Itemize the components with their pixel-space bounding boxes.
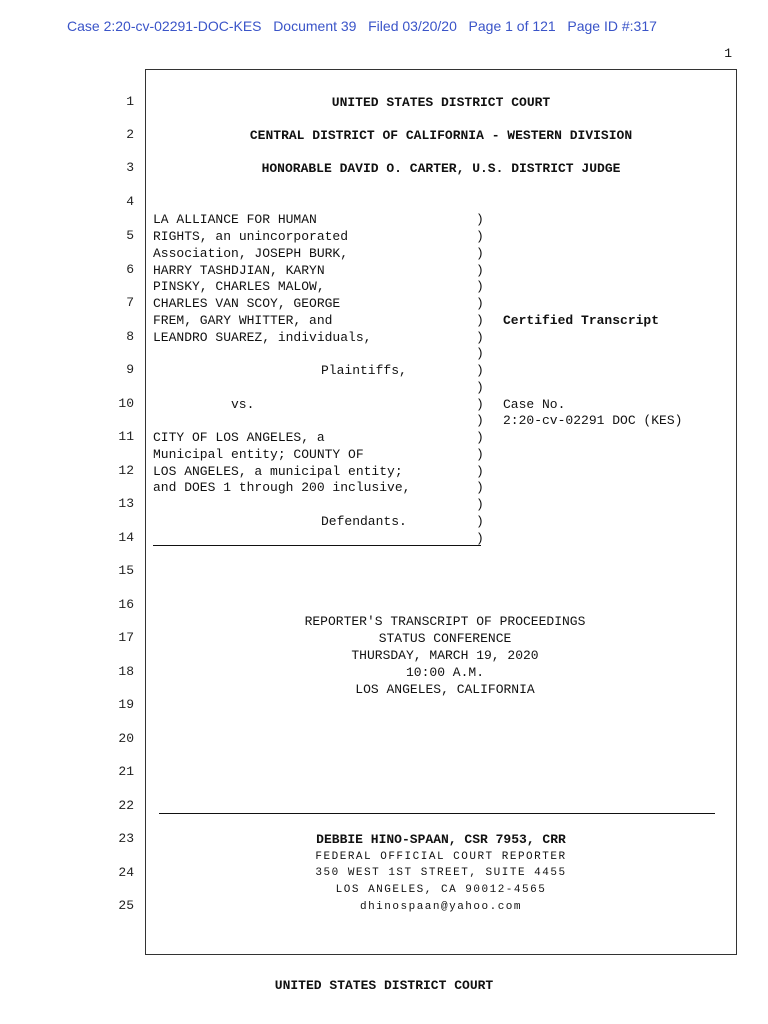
plaintiff-line: FREM, GARY WHITTER, and bbox=[153, 313, 333, 328]
transcript-page-frame bbox=[145, 69, 737, 955]
case-number-label: Case No. bbox=[503, 397, 566, 412]
plaintiff-line: RIGHTS, an unincorporated bbox=[153, 229, 349, 244]
versus-label: vs. bbox=[231, 397, 255, 412]
reporter-address-line2: LOS ANGELES, CA 90012-4565 bbox=[335, 884, 547, 896]
caption-paren: ) bbox=[476, 229, 484, 244]
court-district: CENTRAL DISTRICT OF CALIFORNIA - WESTERN DIVISION bbox=[249, 128, 633, 143]
reporter-address-line1: 350 WEST 1ST STREET, SUITE 4455 bbox=[315, 867, 567, 879]
line-number: 3 bbox=[126, 160, 134, 175]
caption-paren: ) bbox=[476, 430, 484, 445]
proceedings-place: LOS ANGELES, CALIFORNIA bbox=[355, 682, 535, 697]
reporter-title: FEDERAL OFFICIAL COURT REPORTER bbox=[315, 851, 567, 863]
line-number: 25 bbox=[118, 898, 134, 913]
line-number: 22 bbox=[118, 798, 134, 813]
caption-paren: ) bbox=[476, 380, 484, 395]
proceedings-time: 10:00 A.M. bbox=[405, 665, 484, 680]
defendant-line: Municipal entity; COUNTY OF bbox=[153, 447, 364, 462]
defendant-line: and DOES 1 through 200 inclusive, bbox=[153, 480, 411, 495]
reporter-name: DEBBIE HINO-SPAAN, CSR 7953, CRR bbox=[316, 832, 566, 847]
line-number: 5 bbox=[126, 228, 134, 243]
plaintiff-line: HARRY TASHDJIAN, KARYN bbox=[153, 263, 325, 278]
case-number: 2:20-cv-02291 DOC (KES) bbox=[503, 413, 683, 428]
line-number: 16 bbox=[118, 597, 134, 612]
caption-paren: ) bbox=[476, 313, 484, 328]
caption-paren: ) bbox=[476, 346, 484, 361]
line-number: 21 bbox=[118, 764, 134, 779]
line-number: 13 bbox=[118, 496, 134, 511]
proceedings-type: STATUS CONFERENCE bbox=[378, 631, 512, 646]
line-number: 12 bbox=[118, 463, 134, 478]
plaintiffs-label: Plaintiffs, bbox=[321, 363, 407, 378]
caption-paren: ) bbox=[476, 497, 484, 512]
line-number: 4 bbox=[126, 194, 134, 209]
caption-paren: ) bbox=[476, 263, 484, 278]
caption-paren: ) bbox=[476, 330, 484, 345]
line-number: 23 bbox=[118, 831, 134, 846]
court-name: UNITED STATES DISTRICT COURT bbox=[331, 95, 551, 110]
line-number: 14 bbox=[118, 530, 134, 545]
line-number: 19 bbox=[118, 697, 134, 712]
caption-paren: ) bbox=[476, 480, 484, 495]
plaintiff-line: LEANDRO SUAREZ, individuals, bbox=[153, 330, 372, 345]
caption-paren: ) bbox=[476, 246, 484, 261]
court-judge: HONORABLE DAVID O. CARTER, U.S. DISTRICT JUDGE bbox=[261, 161, 621, 176]
caption-paren: ) bbox=[476, 296, 484, 311]
line-number: 8 bbox=[126, 329, 134, 344]
line-number: 20 bbox=[118, 731, 134, 746]
case-header: Case 2:20-cv-02291-DOC-KES Document 39 Filed 03/20/20 Page 1 of 121 Page ID #:317 bbox=[67, 18, 657, 34]
line-number: 17 bbox=[118, 630, 134, 645]
caption-paren: ) bbox=[476, 279, 484, 294]
caption-paren: ) bbox=[476, 464, 484, 479]
page-number: 1 bbox=[724, 46, 732, 61]
plaintiff-line: CHARLES VAN SCOY, GEORGE bbox=[153, 296, 341, 311]
line-number: 1 bbox=[126, 94, 134, 109]
caption-paren: ) bbox=[476, 514, 484, 529]
defendant-line: LOS ANGELES, a municipal entity; bbox=[153, 464, 403, 479]
line-number: 11 bbox=[118, 429, 134, 444]
proceedings-date: THURSDAY, MARCH 19, 2020 bbox=[351, 648, 539, 663]
defendants-label: Defendants. bbox=[321, 514, 407, 529]
footer-court-name: UNITED STATES DISTRICT COURT bbox=[274, 978, 494, 993]
line-number: 10 bbox=[118, 396, 134, 411]
plaintiff-line: LA ALLIANCE FOR HUMAN bbox=[153, 212, 317, 227]
caption-paren: ) bbox=[476, 212, 484, 227]
line-number: 18 bbox=[118, 664, 134, 679]
caption-paren: ) bbox=[476, 531, 484, 546]
line-number: 9 bbox=[126, 362, 134, 377]
caption-paren: ) bbox=[476, 397, 484, 412]
caption-paren: ) bbox=[476, 447, 484, 462]
defendant-line: CITY OF LOS ANGELES, a bbox=[153, 430, 325, 445]
caption-underline bbox=[153, 545, 481, 546]
plaintiff-line: Association, JOSEPH BURK, bbox=[153, 246, 349, 261]
plaintiff-line: PINSKY, CHARLES MALOW, bbox=[153, 279, 325, 294]
reporter-email: dhinospaan@yahoo.com bbox=[359, 901, 523, 913]
reporter-divider bbox=[159, 813, 715, 814]
caption-paren: ) bbox=[476, 363, 484, 378]
line-number: 24 bbox=[118, 865, 134, 880]
line-number: 15 bbox=[118, 563, 134, 578]
certified-transcript-label: Certified Transcript bbox=[503, 313, 660, 328]
line-number: 7 bbox=[126, 295, 134, 310]
line-number: 2 bbox=[126, 127, 134, 142]
proceedings-title: REPORTER'S TRANSCRIPT OF PROCEEDINGS bbox=[304, 614, 586, 629]
caption-paren: ) bbox=[476, 413, 484, 428]
line-number: 6 bbox=[126, 262, 134, 277]
